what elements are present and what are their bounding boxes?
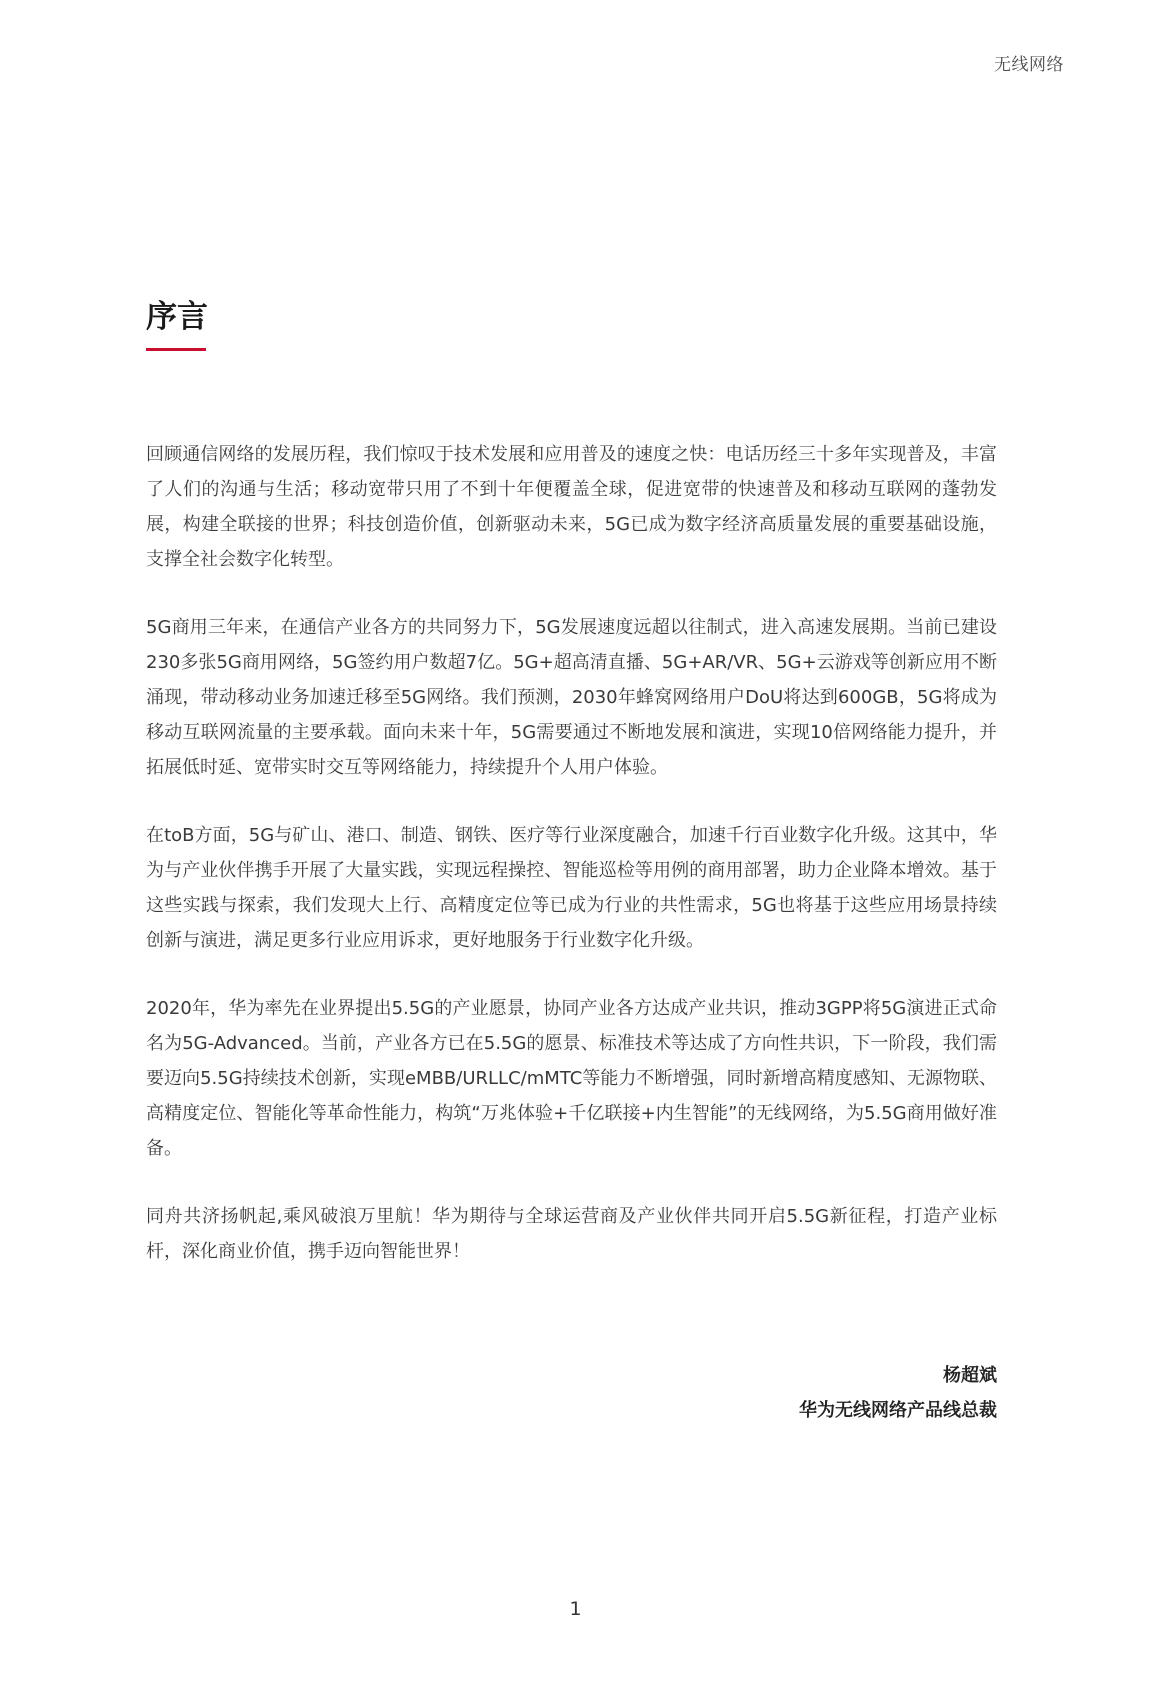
signature-block <box>799 1358 997 1428</box>
signature-name: 杨超斌 <box>943 1365 997 1386</box>
paragraph: 在toB方面，5G与矿山、港口、制造、钢铁、医疗等行业深度融合，加速千行百业数字化升级。这其中，华为与产业伙伴携手开展了大量实践，实现远程操控、智能巡检等用例的商用部署，助力企业降本增效。基于这些实践与探索，我们发现大上行、高精度定位等已成为行业的共性需求，5G也将基于这些应用场景持续创新与演进，满足更多行业应用诉求，更好地服务于行业数字化升级。 <box>146 825 997 951</box>
paragraph: 5G商用三年来，在通信产业各方的共同努力下，5G发展速度远超以往制式，进入高速发展期。当前已建设230多张5G商用网络，5G签约用户数超7亿。5G+超高清直播、5G+AR/VR、5G+云游戏等创新应用不断涌现，带动移动业务加速迁移至5G网络。我们预测，2030年蜂窝网络用户DoU将达到600GB，5G将成为移动互联网流量的主要承载。面向未来十年，5G需要通过不断地发展和演进，实现10倍网络能力提升，并拓展低时延、宽带实时交互等网络能力，持续提升个人用户体验。 <box>146 617 997 778</box>
signature-position: 华为无线网络产品线总裁 <box>799 1400 997 1421</box>
title-block <box>146 300 208 351</box>
page-title: 序言 <box>146 299 208 335</box>
paragraph: 回顾通信网络的发展历程，我们惊叹于技术发展和应用普及的速度之快：电话历经三十多年实现普及，丰富了人们的沟通与生活；移动宽带只用了不到十年便覆盖全球，促进宽带的快速普及和移动互联网的蓬勃发展，构建全联接的世界；科技创造价值，创新驱动未来，5G已成为数字经济高质量发展的重要基础设施，支撑全社会数字化转型。 <box>146 444 997 570</box>
paragraph: 同舟共济扬帆起,乘风破浪万里航！华为期待与全球运营商及产业伙伴共同开启5.5G新征程，打造产业标杆，深化商业价值，携手迈向智能世界！ <box>146 1206 997 1262</box>
paragraph: 2020年，华为率先在业界提出5.5G的产业愿景，协同产业各方达成产业共识，推动3GPP将5G演进正式命名为5G-Advanced。当前，产业各方已在5.5G的愿景、标准技术等达成了方向性共识，下一阶段，我们需要迈向5.5G持续技术创新，实现eMBB/URLLC/mMTC等能力不断增强，同时新增高精度感知、无源物联、高精度定位、智能化等革命性能力，构筑“万兆体验+千亿联接+内生智能”的无线网络，为5.5G商用做好准备。 <box>146 998 997 1159</box>
title-underline-accent <box>146 348 206 351</box>
header-section-label: 无线网络 <box>994 55 1064 75</box>
page-number: 1 <box>569 1598 582 1620</box>
preface-body <box>146 437 997 1302</box>
